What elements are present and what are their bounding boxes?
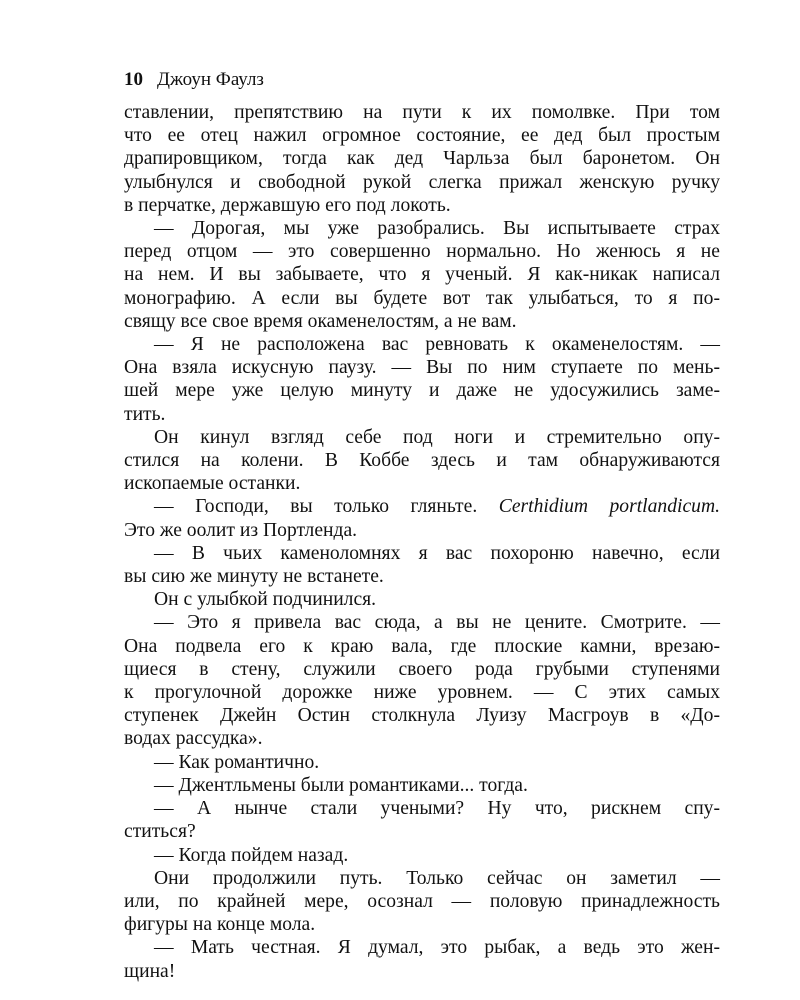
text-line: что ее отец нажил огромное состояние, ее дед был простым — [124, 125, 720, 147]
text-line: Они продолжили путь. Только сейчас он заметил — — [154, 867, 720, 889]
text-line: — А нынче стали учеными? Ну что, рискнем спу- — [154, 798, 720, 820]
text-line: ститься? — [124, 821, 196, 843]
paragraph — [124, 101, 720, 217]
text-line: Он кинул взгляд себе под ноги и стремительно опу- — [154, 426, 720, 448]
paragraph — [124, 774, 720, 797]
text-line: — Дорогая, мы уже разобрались. Вы испытываете страх — [154, 218, 720, 240]
paragraph — [124, 751, 720, 774]
text-line: стился на колени. В Коббе здесь и там обнаруживаются — [124, 450, 720, 472]
text-line: свящу все свое время окаменелостям, а не вам. — [124, 310, 517, 332]
paragraph — [124, 844, 720, 867]
text-line: Она взяла искусную паузу. — Вы по ним ступаете по мень- — [124, 357, 720, 379]
paragraph — [124, 797, 720, 843]
text-line: к прогулочной дорожке ниже уровнем. — С этих самых — [124, 682, 720, 704]
latin-species-name: Certhidium portlandicum. — [498, 496, 720, 518]
text-line: — Когда пойдем назад. — [154, 844, 349, 866]
text-line: — Джентльмены были романтиками... тогда. — [154, 774, 528, 796]
running-head-author: Джоун Фаулз — [157, 69, 264, 90]
text-line: вы сию же минуту не встанете. — [124, 566, 384, 588]
text-line: ступенек Джейн Остин столкнула Луизу Масгроув в «До- — [124, 705, 720, 727]
text-line: — Мать честная. Я думал, это рыбак, а ведь это жен- — [154, 937, 720, 959]
text-line: перед отцом — это совершенно нормально. Но женюсь я не — [124, 241, 720, 263]
text-line: шей мере уже целую минуту и даже не удосужились заме- — [124, 380, 720, 402]
paragraph — [124, 936, 720, 982]
text-line: — Это я привела вас сюда, а вы не цените. Смотрите. — — [154, 612, 720, 634]
paragraph — [124, 867, 720, 937]
text-line: улыбнулся и свободной рукой слегка прижал женскую ручку — [124, 171, 720, 193]
book-page — [124, 68, 720, 983]
paragraph — [124, 333, 720, 426]
text-line: — В чьих каменоломнях я вас похороню навечно, если — [154, 542, 720, 564]
paragraph — [124, 217, 720, 333]
paragraph — [124, 426, 720, 496]
page-number: 10 — [124, 69, 143, 90]
paragraph — [124, 542, 720, 588]
text-line: — Как романтично. — [154, 751, 320, 773]
text-line: на нем. И вы забываете, что я ученый. Я как-никак написал — [124, 264, 720, 286]
text-line: ставлении, препятствию на пути к их помолвке. При том — [124, 102, 720, 123]
paragraph — [124, 495, 720, 541]
running-head — [124, 68, 720, 92]
text-line: драпировщиком, тогда как дед Чарльза был баронетом. Он — [124, 148, 720, 170]
text-line: монографию. А если вы будете вот так улыбаться, то я по- — [124, 287, 720, 309]
text-line: ископаемые останки. — [124, 473, 301, 495]
text-line: фигуры на конце мола. — [124, 914, 316, 936]
text-line: водах рассудка». — [124, 728, 263, 750]
paragraph — [124, 611, 720, 750]
text-line — [124, 495, 720, 518]
text-line: щина! — [124, 960, 176, 982]
paragraph — [124, 588, 720, 611]
text-line: Он с улыбкой подчинился. — [154, 589, 377, 611]
body-text — [124, 101, 720, 983]
text-line: в перчатке, державшую его под локоть. — [124, 194, 451, 216]
text-line: — Я не расположена вас ревновать к окаменелостям. — — [154, 334, 720, 356]
text-line: или, по крайней мере, осознал — половую принадлежность — [124, 890, 720, 912]
text-fragment: — Господи, вы только гляньте. — [154, 496, 478, 518]
text-line: Это же оолит из Портленда. — [124, 519, 358, 541]
text-line: тить. — [124, 403, 166, 425]
text-line: щиеся в стену, служили своего рода грубыми ступенями — [124, 658, 720, 680]
text-line: Она подвела его к краю вала, где плоские камни, врезаю- — [124, 635, 720, 657]
